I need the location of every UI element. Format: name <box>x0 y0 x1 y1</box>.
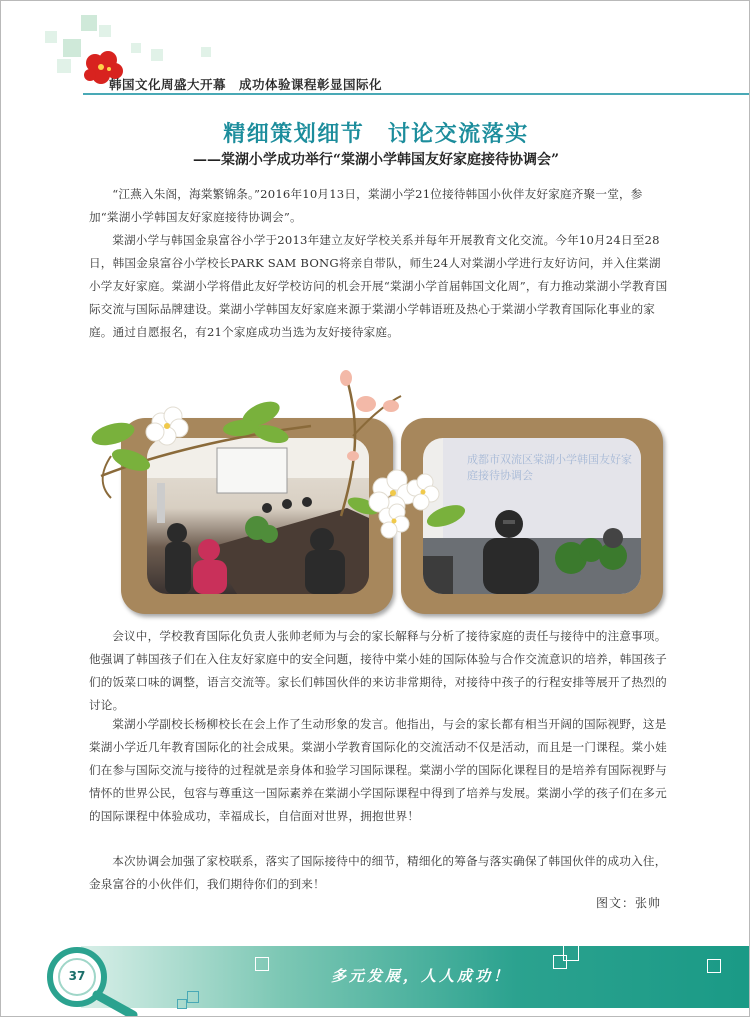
footer-slogan: 多元发展，人人成功！ <box>331 967 512 985</box>
footer-deco-square <box>187 991 199 1003</box>
paragraph-4: 棠湖小学副校长杨柳校长在会上作了生动形象的发言。他指出，与会的家长都有相当开阔的国际视野，这是棠湖小学近几年教育国际化的社会成果。棠湖小学教育国际化的交流活动不仅是活动，而且是一门课程。棠小娃们在参与国际交流与接待的过程就是亲身体和验学习国际课程。棠湖小学的国际化课程目的是培养有国际视野与情怀的世界公民，包容与尊重这一国际素养在棠湖小学国际课程中得到了培养与发展。棠湖小学的孩子们在多元的国际课程中体验成功，幸福成长，自信面对世界，拥抱世界！ <box>89 717 667 823</box>
paragraph-2: 棠湖小学与韩国金泉富谷小学于2013年建立友好学校关系并每年开展教育文化交流。今年10月24日至28日，韩国金泉富谷小学校长PARK SAM BONG将亲自带队，师生24人对棠湖小学进行友好访问，并入住棠湖小学友好家庭。棠湖小学将借此友好学校访问的机会开展“棠湖小学首届韩国文化周”，有力推动棠湖小学教育国际交流与国际品牌建设。棠湖小学韩国友好家庭来源于棠湖小学韩语班及热心于棠湖小学教育国际化事业的家庭。通过自愿报名，有21个家庭成功当选为友好接待家庭。 <box>89 233 668 339</box>
article-subtitle: ——棠湖小学成功举行“棠湖小学韩国友好家庭接待协调会” <box>192 152 560 168</box>
paragraph-5: 本次协调会加强了家校联系，落实了国际接待中的细节，精细化的筹备与落实确保了韩国伙伴的成功入住，金泉富谷的小伙伴们，我们期待你们的到来！ <box>89 854 667 891</box>
header-deco-square <box>63 39 81 57</box>
header-rule <box>83 93 750 95</box>
header-deco-square <box>201 47 211 57</box>
paragraph-3: 会议中，学校教育国际化负责人张帅老师为与会的家长解释与分析了接待家庭的责任与接待中的注意事项。他强调了韩国孩子们在入住友好家庭中的安全问题，接待中棠小娃的国际体验与合作交流意识的培养，韩国孩子们的饭菜口味的调整，语言交流等。家长们韩国伙伴的来访非常期待，对接待中孩子的行程安排等展开了热烈的讨论。 <box>89 629 667 712</box>
header-deco-square <box>151 49 163 61</box>
flower-branch-decoration <box>91 366 671 626</box>
header-deco-square <box>45 31 57 43</box>
footer-deco-square <box>177 999 187 1009</box>
header-deco-square <box>57 59 71 73</box>
page-number: 37 <box>68 969 86 983</box>
paragraph-1: “江燕入朱阁，海棠繁锦条。”2016年10月13日，棠湖小学21位接待韩国小伙伴友好家庭齐聚一堂，参加“棠湖小学韩国友好家庭接待协调会”。 <box>89 187 643 224</box>
header-title: 韩国文化周盛大开幕 成功体验课程彰显国际化 <box>109 77 383 92</box>
photo-collage <box>91 366 671 626</box>
header-deco-square <box>131 43 141 53</box>
footer-deco-square <box>707 959 721 973</box>
header-deco-square <box>81 15 97 31</box>
header-deco-square <box>99 25 111 37</box>
byline: 图文：张帅 <box>596 896 662 910</box>
banner-text: 成都市双流区棠湖小学韩国友好家庭接待协调会 <box>467 453 632 482</box>
magnifier-icon <box>41 945 151 1017</box>
footer-deco-square <box>553 955 567 969</box>
article-title: 精细策划细节 讨论交流落实 <box>223 121 529 147</box>
footer-deco-square <box>255 957 269 971</box>
